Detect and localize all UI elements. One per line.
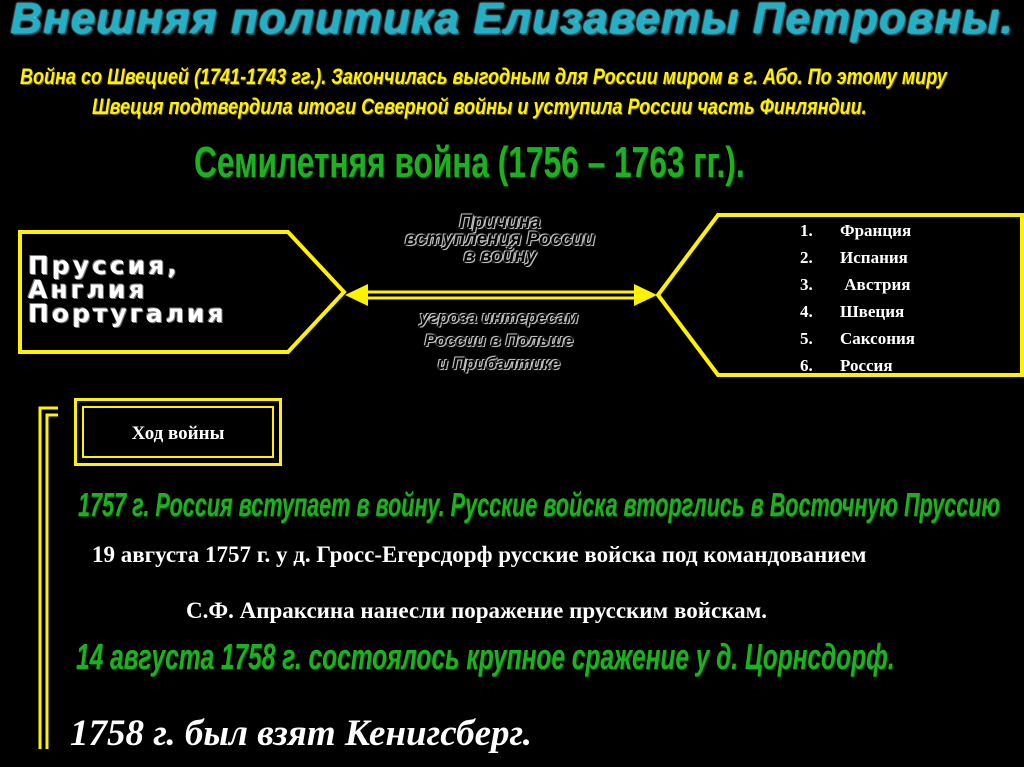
country-name: Россия bbox=[840, 356, 893, 375]
country-name: Швеция bbox=[840, 302, 905, 321]
country-name: Испания bbox=[840, 248, 908, 267]
cause-label-line: вступления России bbox=[404, 229, 596, 250]
country-name: Франция bbox=[840, 221, 912, 240]
coalition-left-item: Англия bbox=[28, 275, 148, 304]
sweden-war-line-1: Война со Швецией (1741-1743 гг.). Закончилась выгодным для России миром в г. Або. По этому миру bbox=[20, 64, 947, 89]
cause-text-line: России в Польше bbox=[424, 331, 574, 350]
event-gross-jagersdorf-line-2: С.Ф. Апраксина нанесли поражение прусским войскам. bbox=[186, 598, 768, 623]
country-name: Саксония bbox=[840, 329, 915, 348]
list-item bbox=[800, 244, 915, 271]
list-item bbox=[800, 217, 915, 244]
list-number: 1. bbox=[800, 221, 813, 240]
event-1757: 1757 г. Россия вступает в войну. Русские войска вторглись в Восточную Пруссию bbox=[78, 486, 1001, 523]
course-of-war-label: Ход войны bbox=[131, 423, 225, 444]
country-name: Австрия bbox=[840, 275, 911, 294]
coalition-left-item: Португалия bbox=[28, 299, 227, 328]
course-of-war-box bbox=[74, 398, 282, 466]
seven-years-war-heading: Семилетняя война (1756 – 1763 гг.). bbox=[194, 138, 745, 187]
timeline-bracket bbox=[38, 406, 60, 751]
list-number: 2. bbox=[800, 248, 813, 267]
coalition-left-item: Пруссия, bbox=[28, 251, 180, 280]
list-number: 5. bbox=[800, 329, 813, 348]
sweden-war-line-2: Швеция подтвердила итоги Северной войны и уступила России часть Финляндии. bbox=[92, 94, 867, 119]
event-zorndorf: 14 августа 1758 г. состоялось крупное сражение у д. Цорнсдорф. bbox=[76, 636, 895, 677]
cause-label-line: Причина bbox=[459, 212, 541, 233]
list-number: 4. bbox=[800, 302, 813, 321]
list-number: 6. bbox=[800, 356, 813, 375]
cause-text-line: и Прибалтике bbox=[437, 354, 561, 373]
list-item bbox=[800, 298, 915, 325]
cause-text-line: угроза интересам bbox=[419, 308, 579, 327]
right-coalition-list bbox=[800, 217, 915, 379]
cause-label-line: в войну bbox=[463, 246, 537, 267]
cause-label bbox=[390, 214, 610, 265]
left-coalition-list bbox=[28, 251, 227, 328]
event-gross-jagersdorf-line-1: 19 августа 1757 г. у д. Гросс-Егерсдорф русские войска под командованием bbox=[92, 542, 867, 567]
cause-text bbox=[386, 306, 612, 375]
list-item bbox=[800, 271, 915, 298]
list-number: 3. bbox=[800, 275, 813, 294]
page-title: Внешняя политика Елизаветы Петровны. bbox=[10, 0, 1014, 43]
event-konigsberg: 1758 г. был взят Кенигсберг. bbox=[70, 713, 532, 754]
double-arrow-connector bbox=[345, 284, 657, 306]
list-item bbox=[800, 325, 915, 352]
list-item bbox=[800, 352, 915, 379]
